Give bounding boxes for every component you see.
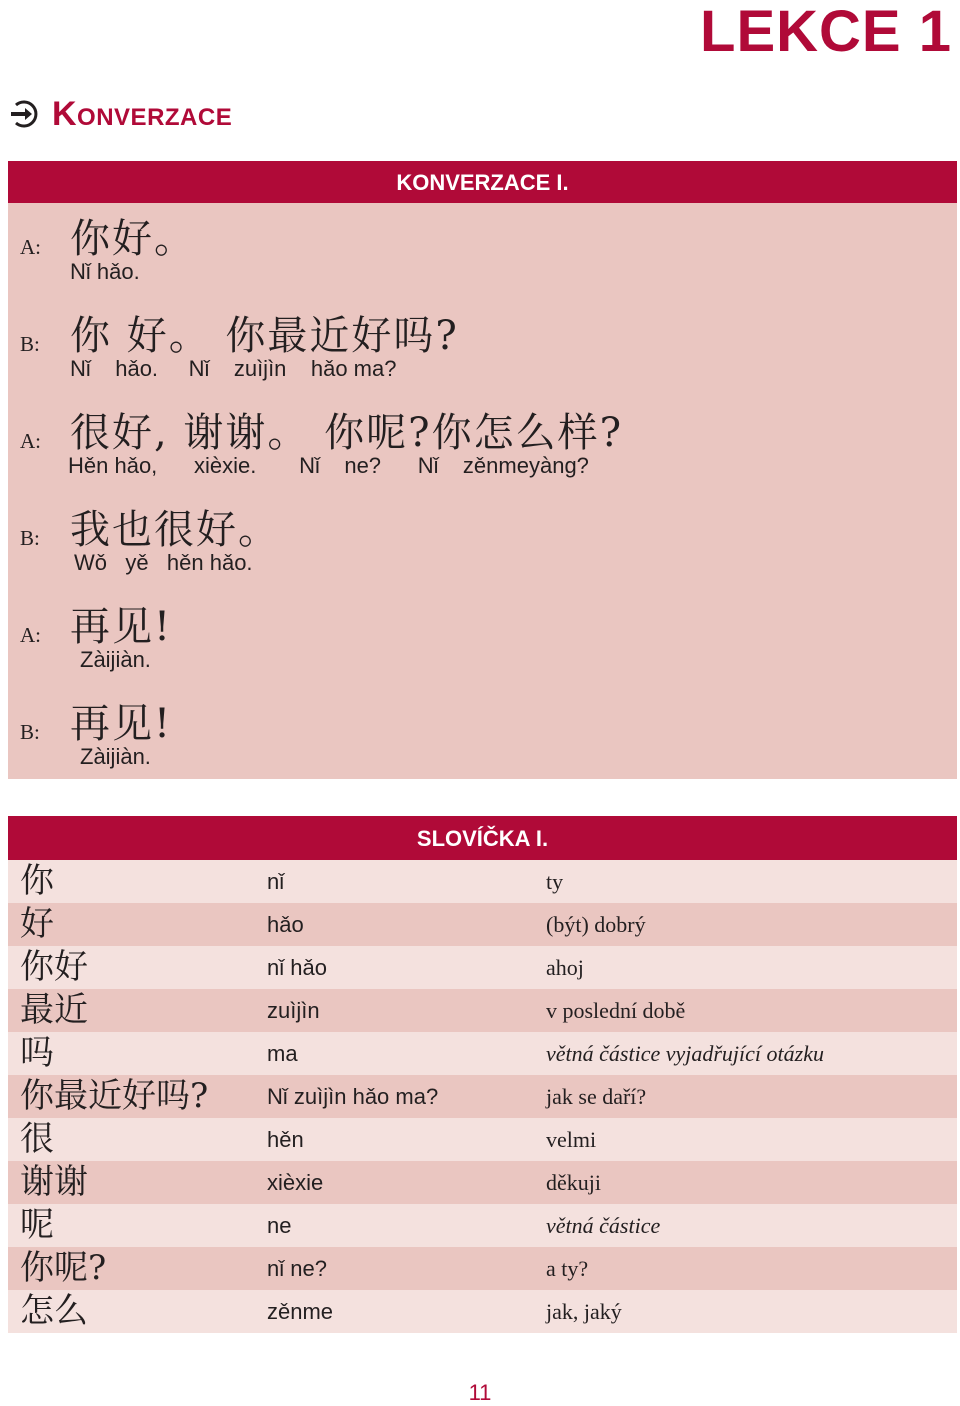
vocab-pinyin: Nǐ zuìjìn hǎo ma? [267, 1084, 439, 1109]
dialogue-line [8, 302, 957, 394]
dialogue-line [8, 593, 957, 685]
pinyin-text: Zàijiàn. [80, 744, 151, 769]
speaker-label: A: [20, 235, 41, 259]
vocabulary-row [8, 903, 957, 946]
speaker-label: A: [20, 429, 41, 453]
vocab-meaning: ty [546, 869, 564, 894]
vocabulary-panel [8, 816, 957, 1331]
vocab-hanzi: 怎么 [20, 1291, 88, 1331]
vocab-pinyin: nǐ [267, 869, 285, 894]
conversation-title: KONVERZACE I. [8, 161, 957, 203]
arrow-right-circle-icon [8, 98, 40, 130]
vocab-pinyin: xièxie [267, 1170, 324, 1195]
vocab-hanzi: 呢 [20, 1205, 54, 1245]
vocab-hanzi: 谢谢 [20, 1162, 88, 1202]
hanzi-text: 你好。 [70, 216, 196, 262]
vocab-hanzi: 你好 [20, 947, 88, 987]
vocab-meaning: a ty? [546, 1256, 589, 1281]
vocab-pinyin: nǐ hǎo [267, 955, 327, 980]
pinyin-text: Nǐ hǎo. Nǐ zuìjìn hǎo ma? [70, 356, 397, 381]
vocab-meaning: děkuji [546, 1170, 601, 1195]
hanzi-text: 我也很好。 [70, 507, 280, 553]
vocab-hanzi: 你 [20, 861, 54, 901]
page-number: 11 [468, 1380, 492, 1405]
pinyin-text: Zàijiàn. [80, 647, 151, 672]
vocab-hanzi: 你呢? [20, 1248, 107, 1288]
speaker-label: B: [20, 720, 40, 744]
vocabulary-row [8, 989, 957, 1032]
hanzi-text: 再见! [70, 701, 173, 747]
speaker-label: A: [20, 623, 41, 647]
vocab-hanzi: 很 [20, 1119, 54, 1159]
hanzi-text: 再见! [70, 604, 173, 650]
speaker-label: B: [20, 526, 40, 550]
vocabulary-row [8, 1290, 957, 1333]
vocabulary-row [8, 1161, 957, 1204]
conversation-panel [8, 161, 957, 779]
dialogue-line [8, 690, 957, 782]
vocab-hanzi: 好 [20, 904, 54, 944]
speaker-label: B: [20, 332, 40, 356]
vocab-meaning: velmi [546, 1127, 597, 1152]
pinyin-text: Nǐ hǎo. [70, 259, 140, 284]
vocab-hanzi: 你最近好吗? [20, 1076, 209, 1116]
section-heading [8, 92, 232, 136]
vocab-meaning: větná částice [546, 1213, 661, 1238]
pinyin-text: Hěn hǎo, xièxie. Nǐ ne? Nǐ zěnmeyàng? [68, 453, 589, 478]
vocab-meaning: jak, jaký [546, 1299, 622, 1324]
vocab-meaning: ahoj [546, 955, 584, 980]
pinyin-text: Wǒ yě hěn hǎo. [74, 550, 253, 575]
hanzi-text: 你 好。 你最近好吗? [70, 313, 459, 359]
vocabulary-row [8, 860, 957, 903]
vocabulary-row [8, 946, 957, 989]
vocabulary-row [8, 1118, 957, 1161]
vocab-pinyin: hǎo [267, 912, 304, 937]
vocab-pinyin: zěnme [267, 1299, 334, 1324]
vocabulary-row [8, 1247, 957, 1290]
vocabulary-title: SLOVÍČKA I. [8, 816, 957, 860]
dialogue-line [8, 205, 957, 297]
vocab-pinyin: zuìjìn [267, 998, 320, 1023]
vocab-meaning: v poslední době [546, 998, 686, 1023]
section-title: Konverzace [52, 94, 233, 133]
dialogue-line [8, 496, 957, 588]
vocab-hanzi: 最近 [20, 990, 88, 1030]
vocab-hanzi: 吗 [20, 1033, 54, 1073]
vocabulary-row [8, 1204, 957, 1247]
vocabulary-row [8, 1075, 957, 1118]
vocab-pinyin: hěn [267, 1127, 304, 1152]
vocab-pinyin: nǐ ne? [267, 1256, 327, 1281]
vocab-meaning: jak se daří? [546, 1084, 647, 1109]
vocab-meaning: (být) dobrý [546, 912, 646, 937]
lesson-heading: LEKCE 1 [700, 0, 952, 64]
vocab-meaning: větná částice vyjadřující otázku [546, 1041, 824, 1066]
vocab-pinyin: ma [267, 1041, 298, 1066]
vocab-pinyin: ne [267, 1213, 292, 1238]
dialogue-line [8, 399, 957, 491]
vocabulary-row [8, 1032, 957, 1075]
hanzi-text: 很好, 谢谢。 你呢?你怎么样? [70, 410, 624, 456]
